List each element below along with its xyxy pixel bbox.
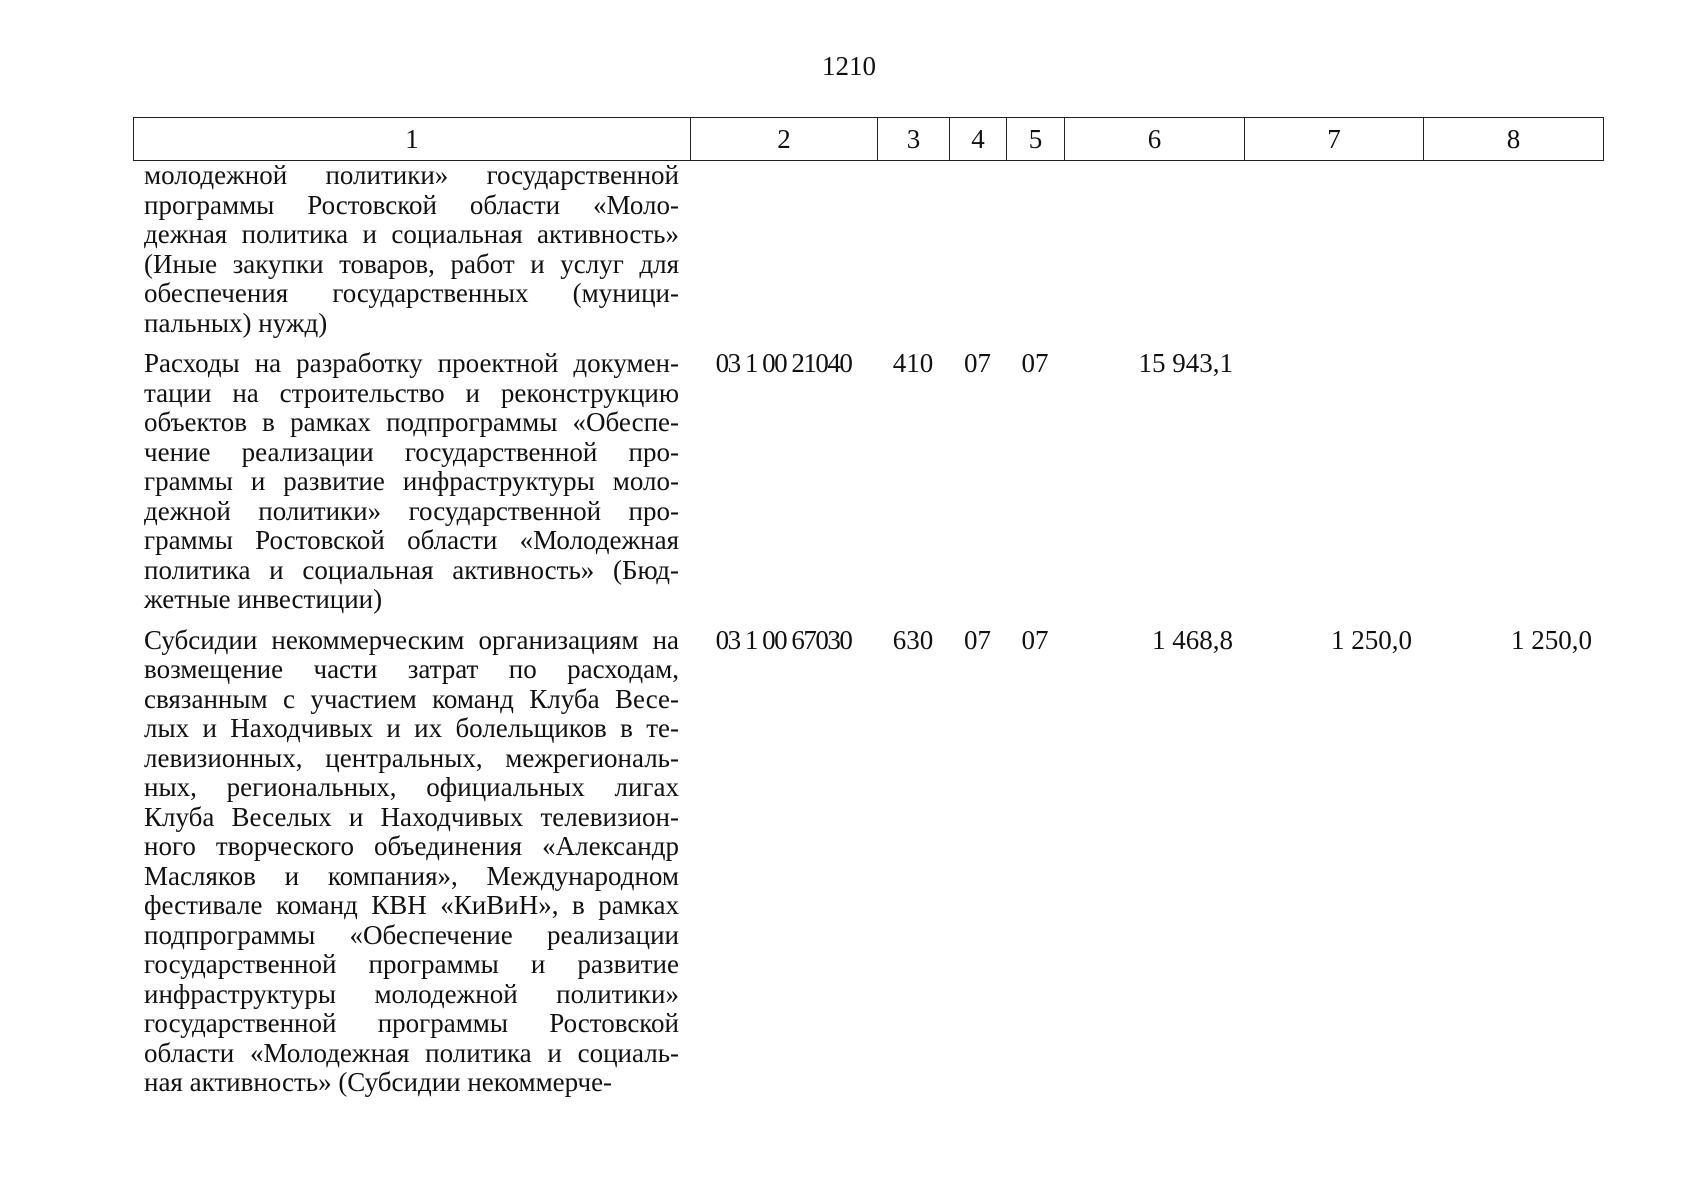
section-code [949,161,1006,349]
column-number-row [134,118,1604,161]
expense-type-code: 410 [892,348,934,378]
column-header-4: 4 [950,118,1007,161]
subsection-code: 07 [1021,348,1049,378]
description-line: Расходы на разработку проектной докумен- [144,348,679,378]
amount-col-8 [1423,349,1603,626]
column-header-2: 2 [691,118,878,161]
description-line: фестивале команд КВН «КиВиН», в рамках [144,890,679,920]
description-line: Масляков и компания», Международном [144,860,679,891]
description-line: государственной программы Ростовской [144,1008,679,1038]
page-number: 1210 [822,51,876,81]
amount-col-7 [1244,349,1423,626]
expense-type-code: 630 [892,624,934,655]
description-line: граммы Ростовской области «Молодежная [144,525,679,555]
description-line: тации на строительство и реконструкцию [144,377,679,408]
column-header-6: 6 [1065,118,1245,161]
target-article-code: 03 1 00 21040 [715,348,852,378]
target-article-code [690,161,877,349]
row-description [133,626,690,1098]
row-description [133,349,690,626]
description-line: молодежной политики» государственной [144,160,679,190]
description-line: ная активность» (Субсидии некоммерче- [144,1067,613,1097]
description-line: ного творческого объединения «Александр [144,831,679,861]
column-header-7: 7 [1245,118,1424,161]
column-header-5: 5 [1007,118,1065,161]
description-line: обеспечения государственных (муници- [144,278,679,308]
column-header-1: 1 [134,118,691,161]
description-line: дежная политика и социальная активность» [144,219,679,249]
description-line: ных, региональных, официальных лигах [144,772,679,802]
table-row [133,161,1603,349]
table-row [133,626,1603,1098]
amount-col-7 [1244,161,1423,349]
description-line: чение реализации государственной про- [144,436,679,467]
subsection-code [1006,161,1064,349]
description-line: (Иные закупки товаров, работ и услуг для [144,248,679,279]
column-header-3: 3 [878,118,950,161]
description-line: пальных) нужд) [144,307,328,338]
description-line: программы Ростовской области «Моло- [144,189,679,220]
description-line: государственной программы и развитие [144,949,679,979]
description-line: лых и Находчивых и их болельщиков в те- [144,713,679,743]
description-line: Клуба Веселых и Находчивых телевизион- [144,801,679,832]
subsection-code: 07 [1021,624,1049,655]
row-description [133,161,690,349]
description-line: связанным с участием команд Клуба Весе- [144,683,679,714]
description-line: дежной политики» государственной про- [144,495,679,526]
amount-col-6 [1064,161,1244,349]
description-line: жетные инвестиции) [144,584,383,614]
description-line: области «Молодежная политика и социаль- [144,1037,679,1068]
column-header-table [133,117,1604,161]
description-line: инфраструктуры молодежной политики» [144,978,679,1009]
target-article-code: 03 1 00 67030 [715,624,852,655]
section-code: 07 [964,624,991,655]
expense-type-code [877,161,949,349]
description-line: подпрограммы «Обеспечение реализации [144,919,679,950]
description-line: левизионных, центральных, межрегиональ- [144,742,679,773]
description-line: объектов в рамках подпрограммы «Обеспе- [144,407,679,437]
description-line: граммы и развитие инфраструктуры моло- [144,466,679,496]
description-line: политика и социальная активность» (Бюд- [144,554,679,585]
amount-col-8: 1 250,0 [1511,624,1592,655]
description-line: Субсидии некоммерческим организациям [144,624,639,655]
amount-col-8 [1423,161,1603,349]
amount-col-7: 1 250,0 [1331,624,1412,655]
amount-col-6: 1 468,8 [1152,624,1233,655]
budget-table-body [133,161,1603,1098]
description-line: на возмещение части затрат по расходам, [144,624,679,684]
table-row [133,349,1603,626]
column-header-8: 8 [1424,118,1604,161]
amount-col-6: 15 943,1 [1138,348,1233,378]
section-code: 07 [964,348,991,378]
